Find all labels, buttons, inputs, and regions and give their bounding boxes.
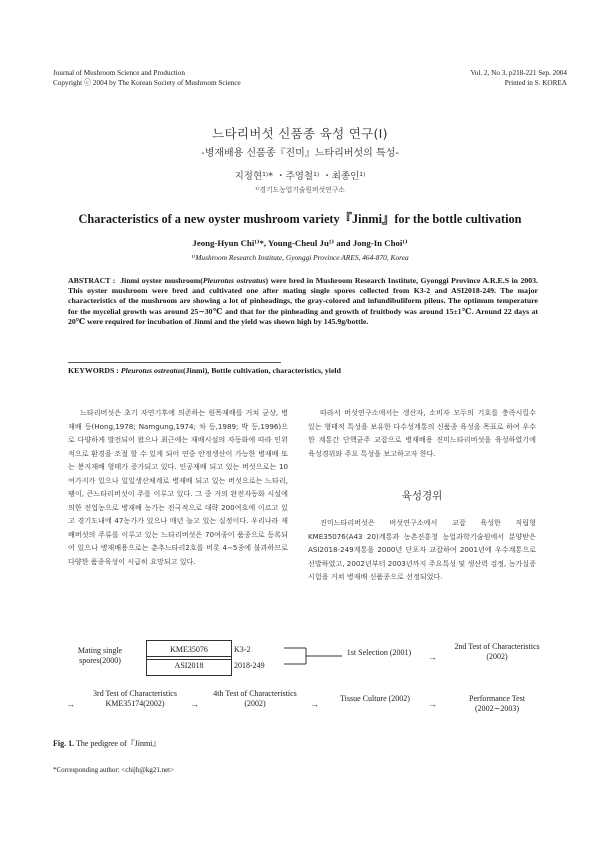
pedigree-bracket: [284, 638, 344, 674]
abstract-text: ) were bred in Mushroom Research Institute, Gyonggi Province A.R.E.S in 2003. This oyster mushroom were bred and cultivated one after mating single spores collected from K3-2 and ASI2018-249. The major characteristics of the mushroom are showing a lot of pinheadings, the gray-colored and infundibuliform pileus. The optimum temperature for the mycelial growth was around 25∼30℃ and that for the pinheading and growth of fruitbody was around 15±1℃. Around 22 days at 20℃ were required for incubation of Jinmi and the yield was shown high by 145.9g/bottle.: [68, 276, 538, 326]
english-title: Characteristics of a new oyster mushroom variety『Jinmi』for the bottle cultivation: [78, 212, 522, 226]
journal-name: Journal of Mushroom Science and Production: [53, 69, 185, 77]
pedigree-tissue: Tissue Culture (2002): [340, 694, 410, 703]
pedigree-parent1-code: K3-2: [234, 645, 251, 654]
intro-paragraph-left: 느타리버섯은 초기 자연기후에 의존하는 원목재배를 거쳐 균상, 병재배 등(Hong,1978; Namgung,1974; 차 등,1989; 박 등,1996)으로 다양하게 발전되어 왔으나 최근에는 재배시설의 자동화에 따라 인위적으로 환경을 조절 할 수 있게 되어 연중 안정생산이 가능한 병재배 또는 봉지재배 형태가 증가되고 있다. 인공재배 되고 있는 버섯으로는 10여가지가 있으나 일일생산체계로 병재배 되고 있는 버섯으로는 느타리, 팽이, 큰느타리버섯이 주를 이루고 있다. 그 중 거의 완전자동화 시설에 의한 전업농으로 병재배 농가는 전국적으로 대략 200여호에 이르고 있고 경기도내에 47농가가 있으나 매년 늘고 있는 실정이다. 우리나라 재배버섯의 주류를 이루고 있는 느타리버섯은 70여종이 품종으로 등록되어 있으나 병재배용으로는 춘추느타리2호를 비롯 4∼5종에 불과하므로 다양한 품종육성이 시급히 요망되고 있다.: [68, 408, 288, 566]
figure-caption: [53, 738, 160, 749]
pedigree-arrow: →: [190, 699, 199, 709]
section-heading: 육성경위: [401, 490, 443, 502]
journal-header: [53, 68, 241, 88]
copyright: Copyright ⓒ 2004 by The Korean Society of Mushroom Science: [53, 79, 241, 87]
keywords-species: Pleurotus ostreatus: [120, 366, 184, 375]
abstract: [68, 276, 538, 327]
keywords: [68, 366, 538, 375]
pedigree-arrow: →: [428, 699, 437, 709]
korean-affiliation: ¹⁾경기도농업기술원버섯연구소: [255, 186, 345, 194]
korean-authors: 지정현¹⁾* ・주영철¹⁾ ・최종인¹⁾: [234, 171, 366, 182]
abstract-label: ABSTRACT :: [68, 276, 116, 285]
english-authors: Jeong-Hyun Chi¹⁾*, Young-Cheul Ju¹⁾ and Jong-In Choi¹⁾: [192, 238, 408, 248]
pedigree-mating: Mating single spores(2000): [77, 646, 123, 665]
pedigree-test2: 2nd Test of Characteristics (2002): [454, 642, 540, 661]
footnote: *Corresponding author: <chijh@kg21.net>: [53, 766, 175, 774]
breeding-history-column: [308, 516, 536, 584]
figure-label: Fig. 1.: [53, 739, 75, 748]
abstract-lead: Jinmi oyster mushroom(: [120, 276, 203, 285]
breeding-history-paragraph: 진미느타리버섯은 버섯연구소에서 교잡 육성한 직립형 KME35076(A43 20)계통과 농촌진흥청 농업과학기술원에서 분양받은 ASI2018-249계통을 2000년 단포자 교잡하여 2001년에 우수계통으로 선발하였고, 2002년부터 2003년까지 주요특성 및 생산력 검정, 농가실증시험을 거쳐 병재배 신품종으로 선정되었다.: [308, 518, 536, 581]
volume-info: Vol. 2, No 3, p218-221 Sep. 2004: [470, 69, 567, 77]
pedigree-test4: 4th Test of Characteristics (2002): [213, 689, 297, 708]
abstract-species: Pleurotus ostreatus: [202, 276, 266, 285]
keywords-rule: [68, 362, 281, 363]
pedigree-performance: Performance Test (2002∼2003): [469, 694, 525, 713]
korean-subtitle: -병재배용 신품종『진미』느타리버섯의 특성-: [201, 148, 399, 159]
pedigree-parent1: KME35076: [146, 640, 232, 660]
figure-caption-text: The pedigree of『Jinmi』: [75, 739, 161, 748]
pedigree-parent2: ASI2018: [146, 656, 232, 676]
english-affiliation: ¹⁾Mushroom Research Institute, Gyonggi Province ARES, 464-870, Korea: [191, 253, 409, 262]
volume-header: [471, 68, 568, 88]
intro-paragraph-right: 따라서 버섯연구소에서는 생산자, 소비자 모두의 기호를 충족시킬수 있는 형태적 특성을 보유한 다수성계통의 신품종 육성을 목표로 하여 우수한 계통간 단핵균주 교잡으로 병재배용 진미느타리버섯을 육성하였기에 육성경위와 주요 특성을 보고하고자 한다.: [308, 408, 536, 458]
pedigree-parent2-code: 2018-249: [234, 661, 265, 670]
korean-title: 느타리버섯 신품종 육성 연구(Ⅰ): [212, 126, 388, 141]
pedigree-arrow: →: [428, 652, 437, 662]
pedigree-test3: 3rd Test of Characteristics KME35174(2002): [93, 689, 177, 708]
keywords-text: (Jinmi), Bottle cultivation, characteristics, yield: [183, 366, 341, 375]
pedigree-arrow: →: [66, 699, 75, 709]
intro-column-right: [308, 406, 536, 460]
pedigree-selection1: 1st Selection (2001): [346, 648, 412, 657]
pedigree-arrow: →: [310, 699, 319, 709]
intro-column-left: [68, 406, 288, 568]
keywords-label: KEYWORDS :: [68, 366, 119, 375]
printed-info: Printed in S. KOREA: [504, 79, 567, 87]
